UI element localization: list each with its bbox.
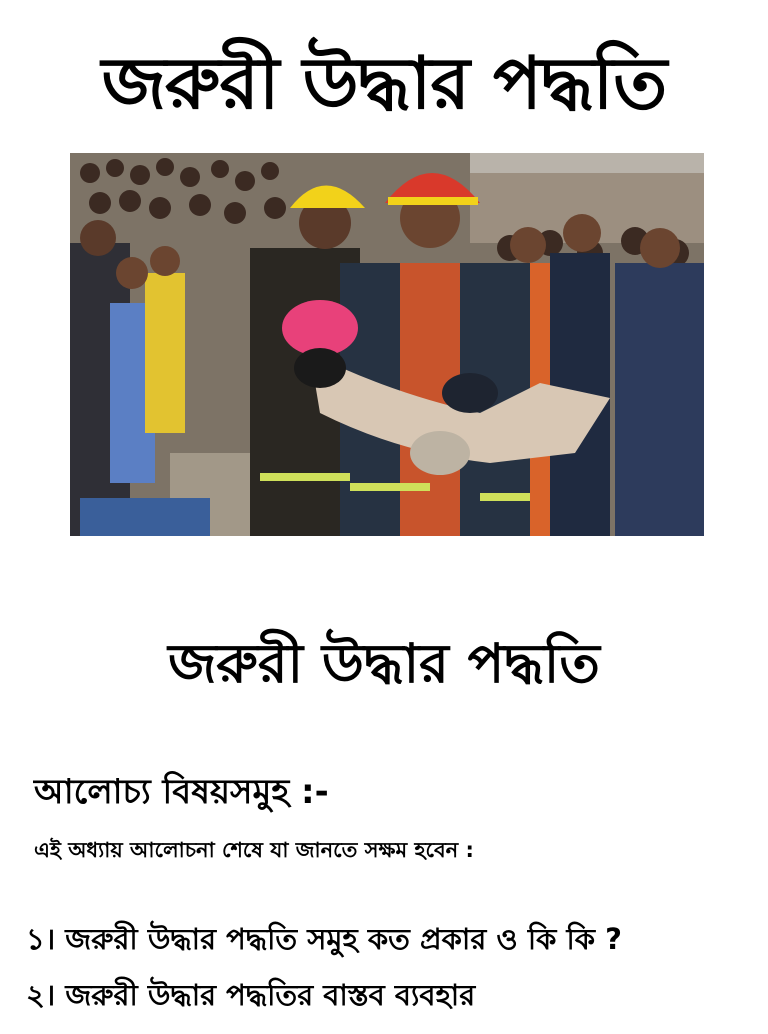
list-item: ২। জরুরী উদ্ধার পদ্ধতির বাস্তব ব্যবহার (26, 978, 476, 1012)
topics-intro: এই অধ্যায় আলোচনা শেষে যা জানতে সক্ষম হবেন : (34, 838, 474, 862)
topic-list (26, 922, 622, 1034)
page-title: জরুরী উদ্ধার পদ্ধতি (101, 41, 667, 125)
section-title: জরুরী উদ্ধার পদ্ধতি (168, 632, 600, 695)
rescue-photo-illustration (70, 153, 704, 536)
list-item: ১। জরুরী উদ্ধার পদ্ধতি সমুহ কত প্রকার ও কি কি ? (26, 922, 623, 956)
topics-heading: আলোচ্য বিষয়সমুহ :- (34, 772, 329, 812)
rescue-photo (70, 153, 704, 536)
person-left-3 (145, 273, 185, 433)
blue-debris (80, 498, 210, 536)
child-pink-clothing (282, 300, 358, 356)
person-right-3 (615, 263, 704, 536)
